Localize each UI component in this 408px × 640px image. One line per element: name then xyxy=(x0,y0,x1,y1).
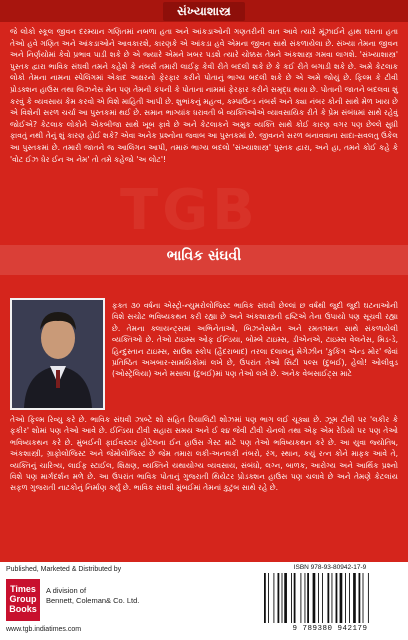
author-bio-side: ફક્ત ૩૦ વર્ષના એસ્ટ્રો-ન્યુમરોલોજિસ્ટ ભાવિક સંઘવી છેલ્લાં છ વર્ષથી જુદી જુદી ઘટનાઓની વિશે સચોટ ભવિષ્યકથન કરી રહ્યા છે અને અંકશાસ્ત્રની દ્રષ્ટિએ તેના ઉપાયો પણ સૂચવી રહ્યા છે. તેમના ક્લાયન્ટ્સમાં અભિનેતાઓ, બિઝનેસમેન અને રમતગમત સાથે સંકળાયેલી વ્યક્તિઓ છે. તેઓ ટાઇમ્સ ઓફ ઈન્ડિયા, બોમ્બે ટાઇમ્સ, ડીએનએ, ટાઇમ્સ વેલનેસ, મિડ-ડે, હિન્દુસ્તાન ટાઇમ્સ, સાઉથ સ્કોપ (હૈદરાબાદ) તરલા દલાલનું મેગેઝીન 'કુકિંગ એન્ડ મોર' જેવાં પ્રતિષ્ઠિત અખબાર-સામયિકોમાં લખે છે, ઉપરાંત તેઓ સિટી પલ્સ (દુબઈ), હેલો! ઓલીવુડ (ઓસ્ટ્રેલિયા) અને મસાલા (દુબઈ)માં પણ તેઓ લખે છે. અનેક વેબસાઈટ્સ માટે xyxy=(112,301,398,379)
logo-line-3: Books xyxy=(9,604,37,614)
barcode-number: 9 789380 942179 xyxy=(292,625,368,633)
watermark-logo: TGB xyxy=(120,178,259,243)
logo-line-2: Group xyxy=(9,594,37,604)
publisher-website: www.tgb.indiatimes.com xyxy=(6,626,82,633)
book-title: સંખ્યાશાસ્ત્ર xyxy=(163,2,245,21)
author-portrait-icon xyxy=(12,300,103,408)
division-line-1: A division of xyxy=(46,586,87,595)
published-by-label: Published, Marketed & Distributed by xyxy=(6,566,122,573)
times-group-books-logo xyxy=(6,579,40,621)
author-heading: ભાવિક સંઘવી xyxy=(166,248,242,264)
isbn-label: ISBN 978-93-80942-17-9 xyxy=(293,564,367,571)
logo-line-1: Times xyxy=(10,584,36,594)
intro-paragraph: જે લોકો સ્કૂલ જીવન દરમ્યાન ગણિતમાં નબળા હતા અને આંકડાઓની ગણતરીની વાત આવે ત્યારે મૂંઝાઈને હાથ ઘસતા હતા તેઓ હવે ગણિત અને આંકડાઓને આવકારશે, કારણકે એ આંકડા હવે એમના જીવન સાથે સંકળાયેલા છે. સંખ્યા તેમના જીવન અને નિર્ણયોમાં કેવો પ્રભાવ પાડી શકે છે એ જ્યારે એમને ખબર પડશે ત્યારે ચોક્કસ તેમને અંકશાસ્ત્ર ગમવા લાગશે. 'સંખ્યાશાસ્ત્ર' પુસ્તક દ્વારા ભાવિક સંઘવી તમને કહેશે કે નંબર્સ તમારી લાઈફ કેવી રીતે બદલી શકે છે કે કઈ રીતે બગાડી શકે છે. અમે કેટલાક લોકો તેમના નામના સ્પેલિંગમાં એકાદ અક્ષરનો ફેરફાર કરીને પોતાનું ભાગ્ય બદલી શકે છે એ અમે જોયું છે. ફિલ્મ કે ટીવી પ્રોડક્શન હાઉસ તથા બિઝનેસ મેન પણ તેમની કંપની કે પોતાના નામમાં ફેરફાર કરીને સમૃદ્ધ થયા છે. પોતાની જાતને બદલવા શું કરવું કે વ્યવસાય કેમ કરવો એ વિશે માહિતી આપી છે. શુભાંકનું મહત્વ, કમ્પાઉન્ડ નંબર્સ અને ક્યા નંબર કોની સાથે મેળ ખાય છે એ વિશેની સરળ ચર્ચા આ પુસ્તકમાં થઈ છે. સમાન ભાગ્યાંક ધરાવતી બે વ્યક્તિઓએ વ્યાવસાયિક રીતે કે પ્રેમ સંબંધમાં સાથે રહેવું જોઈએ? કેટલાક લોકોને એકબીજા સાથે ખૂબ ફાવે છે અને કેટલાકને અમુક વ્યક્તિ સાથે કોઈ કારણ વગર પણ છેલ્લે સુધી ફાવતું નથી તેનું શું કારણ હોઈ શકે? એવા અનેક પ્રશ્નોના જવાબ આ પુસ્તકમાં છે. જીવનને સરળ બનાવવાના સાદા-સવલતુ ઉકેલ આ પુસ્તકમાં છે. તમારી જાતને જ આલિંગન આપી, તમારું ભાગ્ય બદલો 'સંખ્યાશાસ્ત્ર' પુસ્તક દ્વારા, અને હા, તમને કોઈ કહે કે 'વોટ ઈઝ ધેર ઈન અ નેમ' તો તમે કહેજો 'અ લોટ'! xyxy=(10,27,398,164)
author-bio-full: તેઓ ફિલ્મ રિવ્યુ કરે છે. ભાવિક સંઘવી ઝાબ્ટે શો સહિત રિયાલિટી શોઝમાં પણ ભાગ લઈ ચૂક્યા છે. ઝૂમ ટીવી પર 'લકીર કે ફકીર' શોમાં પણ તેઓ આવે છે. ઈન્ડિયા ટીવી સહારા સમય અને ઈ ૨૪ જેવી ટીવી ચેનલો તથા એફ એમ રેડિયો પર પણ તેઓ ભવિષ્યકથન કરે છે. મુંબઈની ફાઈવસ્ટાર હોટેલના ઈન હાઉસ ગેસ્ટ માટે પણ તેઓ ભવિષ્યકથન કરે છે. આ યુવા જ્યોતિષ, અંકશાસ્ત્રી, ગ્રાફોલોજિસ્ટ અને જેમોલોજિસ્ટ છે જેમ તમારા લકી-અનલકી નંબરો, રંગ, સ્થાન, કયું રત્ન કોને માફક આવે તે, વ્યક્તિનું ચારિત્ર્ય, લાઈફ સ્ટાઈલ, શિક્ષણ, વ્યક્તિને યથાયોગ્ય વ્યવસાય, સંબંધો, લગ્ન, બાળક, આરોગ્ય અને આર્થિક પ્રશ્નો વિશે પણ માર્ગદર્શન મળે છે. આ ઉપરાંત ભાવિક પોતાનું ગુજરાતી થિયેટર પ્રોડક્શન હાઉસ પણ ચલાવે છે અને તેમણે કેટલાંય સફળ ગુજરાતી નાટકોનું નિર્માણ કર્યું છે. ભાવિક સંઘવી મુંબઈમાં તેમનાં કુટુંબ સાથે રહે છે. xyxy=(10,415,398,493)
division-text xyxy=(46,586,139,606)
barcode-icon xyxy=(262,573,398,623)
division-line-2: Bennett, Coleman& Co. Ltd. xyxy=(46,596,140,605)
footer-panel xyxy=(0,562,408,640)
title-banner xyxy=(0,0,408,22)
author-photo xyxy=(10,298,105,410)
